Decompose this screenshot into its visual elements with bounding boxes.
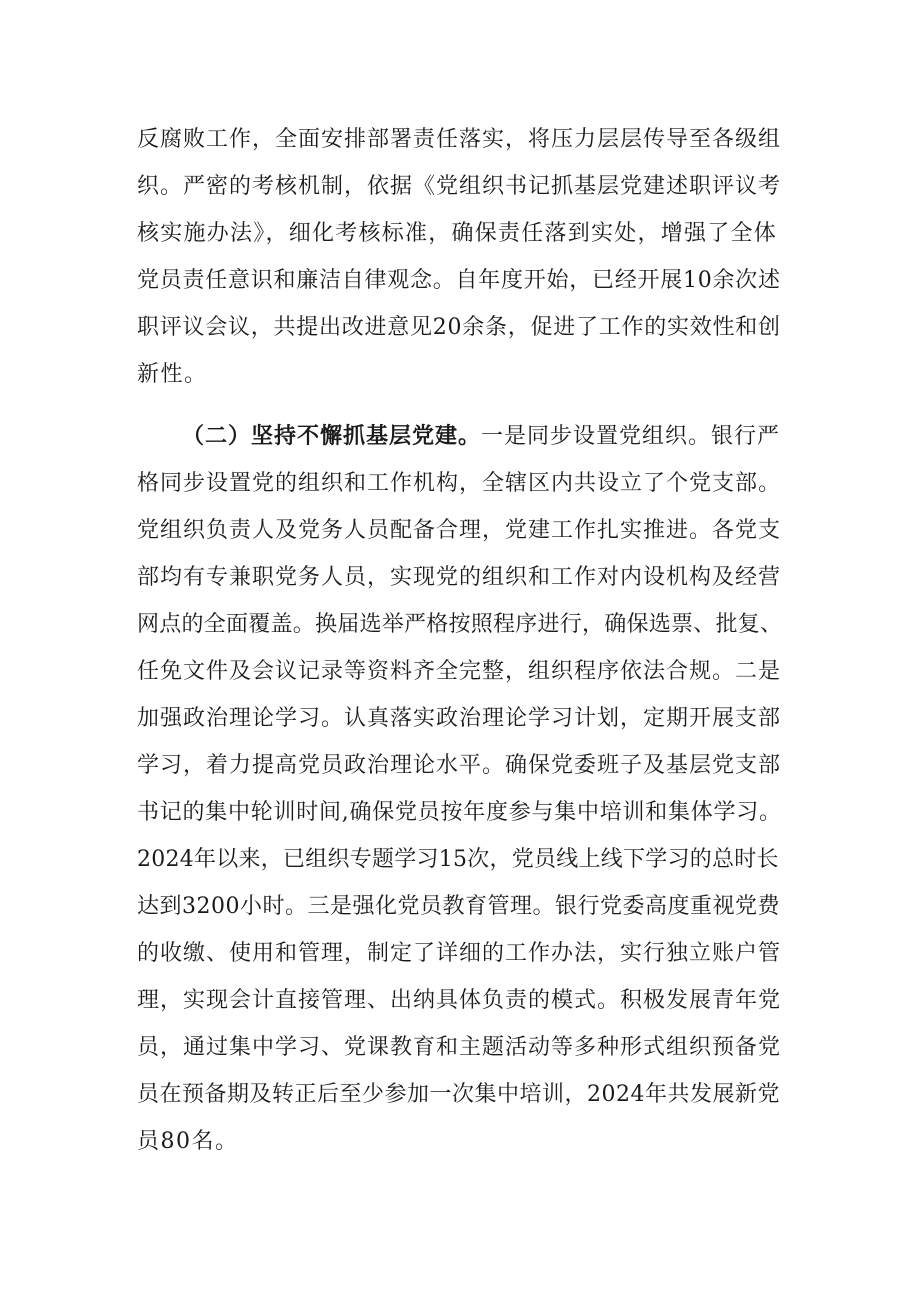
paragraph-2-line: 部均有专兼职党务人员，实现党的组织和工作对内设机构及经营 <box>137 565 782 590</box>
paragraph-2 <box>137 413 783 1165</box>
paragraph-2-line: 格同步设置党的组织和工作机构，全辖区内共设立了个党支部。 <box>137 471 782 496</box>
paragraph-1-line: 反腐败工作，全面安排部署责任落实，将压力层层传导至各级组 <box>137 127 782 152</box>
paragraph-2-first-line <box>137 413 783 460</box>
paragraph-1-line: 织。严密的考核机制，依据《党组织书记抓基层党建述职评议考 <box>137 174 782 199</box>
paragraph-2-first-line-text: 一是同步设置党组织。银行严 <box>481 424 781 449</box>
paragraph-1-line: 党员责任意识和廉洁自律观念。自年度开始，已经开展10余次述 <box>137 268 781 293</box>
paragraph-2-line: 任免文件及会议记录等资料齐全完整，组织程序依法合规。二是 <box>137 659 782 684</box>
paragraph-2-line: 理，实现会计直接管理、出纳具体负责的模式。积极发展青年党 <box>137 988 782 1013</box>
paragraph-2-line: 员，通过集中学习、党课教育和主题活动等多种形式组织预备党 <box>137 1035 782 1060</box>
paragraph-2-line: 党组织负责人及党务人员配备合理，党建工作扎实推进。各党支 <box>137 518 782 543</box>
paragraph-1-line: 职评议会议，共提出改进意见20余条，促进了工作的实效性和创 <box>137 315 781 340</box>
paragraph-2-line: 学习，着力提高党员政治理论水平。确保党委班子及基层党支部 <box>137 753 782 778</box>
paragraph-2-line: 达到3200小时。三是强化党员教育管理。银行党委高度重视党费 <box>137 894 780 919</box>
paragraph-2-line: 书记的集中轮训时间,确保党员按年度参与集中培训和集体学习。 <box>137 800 782 825</box>
paragraph-2-line: 的收缴、使用和管理，制定了详细的工作办法，实行独立账户管 <box>137 941 782 966</box>
section-heading: （二）坚持不懈抓基层党建。 <box>182 423 482 449</box>
paragraph-2-line: 2024年以来，已组织专题学习15次，党员线上线下学习的总时长 <box>137 847 779 872</box>
paragraph-1-line: 核实施办法》，细化考核标准，确保责任落到实处，增强了全体 <box>137 221 778 246</box>
paragraph-1-line: 新性。 <box>137 362 208 387</box>
paragraph-2-line: 加强政治理论学习。认真落实政治理论学习计划，定期开展支部 <box>137 706 782 731</box>
paragraph-1 <box>137 116 783 398</box>
paragraph-2-line: 员在预备期及转正后至少参加一次集中培训，2024年共发展新党 <box>137 1082 780 1107</box>
paragraph-2-line: 员80名。 <box>137 1129 239 1154</box>
paragraph-2-line: 网点的全面覆盖。换届选举严格按照程序进行，确保选票、批复、 <box>137 612 783 637</box>
